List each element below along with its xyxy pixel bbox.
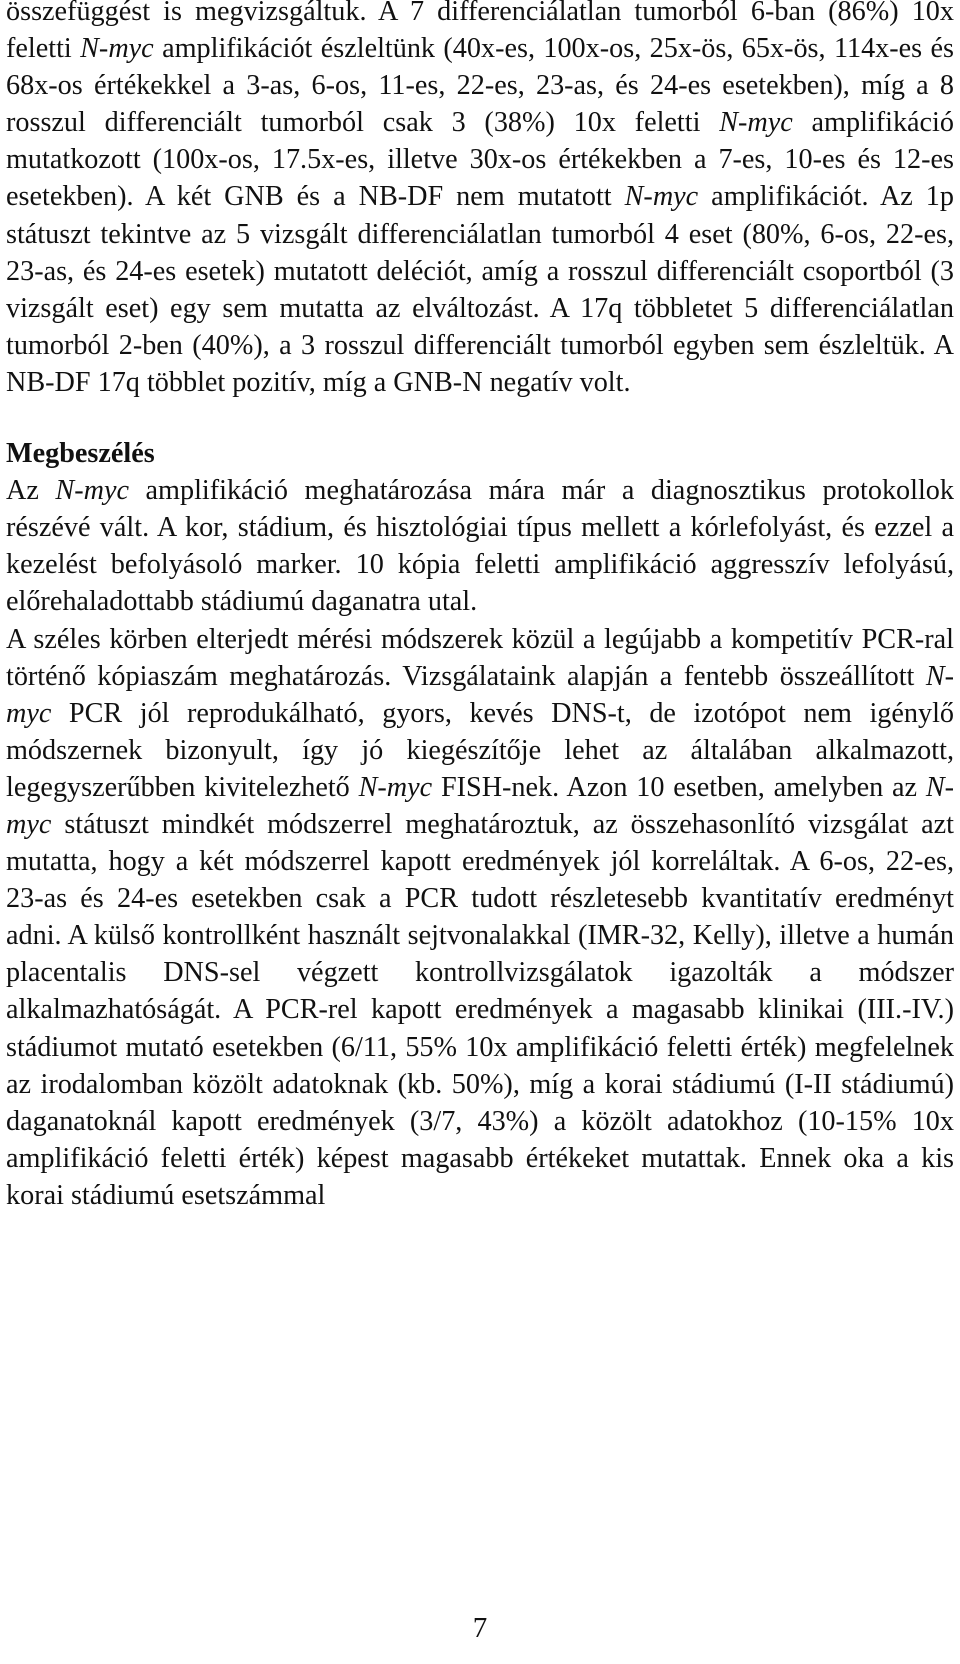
discussion-paragraph-2 [6, 621, 954, 1215]
text-segment: amplifikáció mutatkozott (100x-os, 17.5x-es, illetve 30x-os értékekben a 7-es, 10-es és 12-es esetekben). A két GNB és a NB-DF nem mutatott [6, 107, 954, 213]
text-segment: amplifikáció meghatározása mára már a diagnosztikus protokollok részévé vált. A kor, stádium, és hisztológiai típus mellett a kórlefolyást, és ezzel a kezelést befolyásoló marker. 10 kópia feletti amplifikáció aggresszív lefolyású, előrehaladottabb stádiumú daganatra utal. [6, 475, 954, 618]
text-segment: PCR jól reprodukálható, gyors, kevés DNS-t, de izotópot nem igénylő módszernek bizonyult, így jó kiegészítője lehet az általában alkalmazott, legegyszerűbben kivitelezhető [6, 697, 954, 803]
results-paragraph [6, 0, 954, 401]
text-segment: Az [6, 475, 56, 507]
gene-name-italic: N-myc [358, 771, 433, 803]
gene-name-italic: N-myc [6, 660, 954, 729]
text-segment: FISH-nek. Azon 10 esetben, amelyben az [432, 771, 926, 803]
document-page [6, 0, 954, 1214]
text-segment: A széles körben elterjedt mérési módszerek közül a legújabb a kompetitív PCR-ral történő kópiaszám meghatározás. Vizsgálataink alapján a fentebb összeállított [6, 623, 954, 692]
text-segment: összefüggést is megvizsgáltuk. A 7 differenciálatlan tumorból 6-ban (86%) 10x feletti [6, 0, 954, 65]
gene-name-italic: N-myc [624, 181, 699, 213]
gene-name-italic: N-myc [719, 107, 793, 139]
text-segment: amplifikációt észleltünk (40x-es, 100x-os, 25x-ös, 65x-ös, 114x-es és 68x-os értékekkel a 3-as, 6-os, 11-es, 22-es, 23-as, és 24-es esetekben), míg a 8 rosszul differenciált tumorból csak 3 (38%) 10x feletti [6, 33, 955, 139]
text-segment: státuszt mindkét módszerrel meghatároztuk, az összehasonlító vizsgálat azt mutatta, hogy a két módszerrel kapott eredmények jól korreláltak. A 6-os, 22-es, 23-as és 24-es esetekben csak a PCR tudott részletesebb kvantitatív eredményt adni. A külső kontrollként használt sejtvonalakkal (IMR-32, Kelly), illetve a humán placentalis DNS-sel végzett kontrollvizsgálatok igazolták a módszer alkalmazhatóságát. A PCR-rel kapott eredmények a magasabb klinikai (III.-IV.) stádiumot mutató esetekben (6/11, 55% 10x amplifikáció feletti érték) megfelelnek az irodalomban közölt adatoknak (kb. 50%), míg a korai stádiumú (I-II stádiumú) daganatoknál kapott eredmények (3/7, 43%) a közölt adatokhoz (10-15% 10x amplifikáció feletti érték) képest magasabb értékeket mutattak. Ennek oka a kis korai stádiumú esetszámmal [6, 808, 954, 1211]
text-segment: amplifikációt. Az 1p státuszt tekintve az 5 vizsgált differenciálatlan tumorból 4 eset (80%, 6-os, 22-es, 23-as, és 24-es esetek) mutatott deléciót, amíg a rosszul differenciált csoportból (3 vizsgált eset) egy sem mutatta az elváltozást. A 17q többletet 5 differenciálatlan tumorból 2-ben (40%), a 3 rosszul differenciált tumorból egyben sem észleltük. A NB-DF 17q többlet pozitív, míg a GNB-N negatív volt. [6, 181, 954, 398]
discussion-paragraph-1 [6, 472, 954, 620]
gene-name-italic: N-myc [55, 475, 129, 507]
page-number: 7 [472, 1612, 488, 1644]
gene-name-italic: N-myc [6, 771, 954, 840]
section-heading: Megbeszélés [6, 438, 155, 470]
gene-name-italic: N-myc [80, 33, 154, 65]
